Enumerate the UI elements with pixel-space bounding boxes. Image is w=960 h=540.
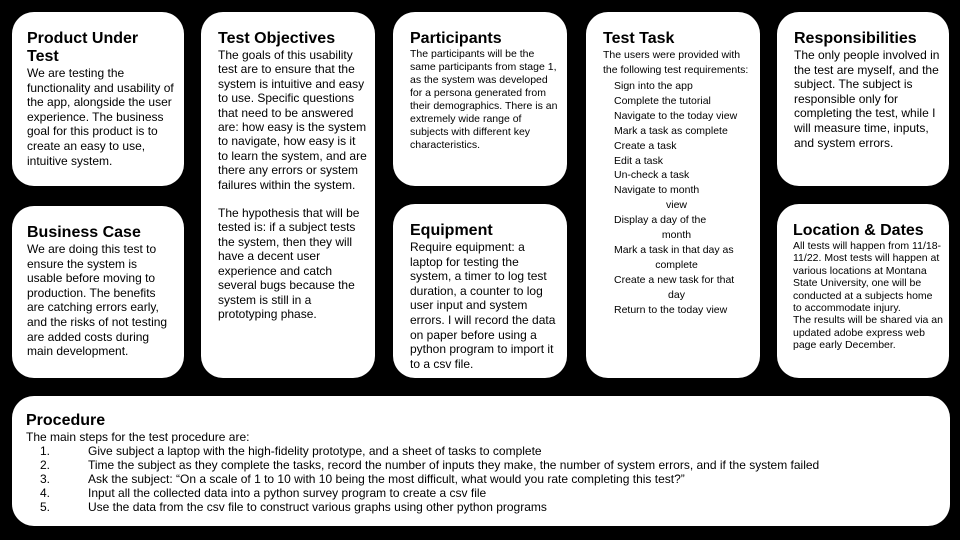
test-task-card xyxy=(586,12,760,378)
card-title: Business Case xyxy=(27,224,141,241)
list-item: 2. Time the subject as they complete the tasks, record the number of inputs they make, the number of system errors, and if the system failed xyxy=(40,458,820,472)
card-title: Test Task xyxy=(603,30,675,47)
list-item: Un-check a task xyxy=(614,169,690,182)
objectives-goals-text: The goals of this usability test are to ensure that the system is intuitive and easy to use. Specific questions that need to be answered are: how easy is the system to navigate, how easy is it to learn the system, and are there any errors or system failures within the system. xyxy=(218,48,367,192)
card-text: We are testing the functionality and usability of the app, alongside the user experience. The business goal for this product is to create an easy to use, intuitive system. xyxy=(27,66,174,168)
list-item: 5. Use the data from the csv file to construct various graphs using other python programs xyxy=(40,500,547,514)
list-item: 4. Input all the collected data into a python survey program to create a csv file xyxy=(40,486,487,500)
list-item: Navigate to month view xyxy=(614,184,700,212)
list-item: Edit a task xyxy=(614,154,664,167)
procedure-steps-list xyxy=(26,444,938,514)
list-item: 1. Give subject a laptop with the high-fidelity prototype, and a sheet of tasks to complete xyxy=(40,444,542,458)
card-title: Participants xyxy=(410,30,502,47)
location-dates-card xyxy=(777,204,949,378)
test-objectives-card xyxy=(201,12,375,378)
business-case-card xyxy=(12,206,184,378)
card-text: We are doing this test to ensure the system is usable before moving to production. The benefits are catching errors early, and the risks of not testing are added costs during main development. xyxy=(27,242,168,359)
list-item: Navigate to the today view xyxy=(614,109,738,122)
card-title: Equipment xyxy=(410,222,493,239)
list-item: Sign into the app xyxy=(614,80,693,92)
procedure-card xyxy=(12,396,950,526)
list-item: Create a new task for that day xyxy=(614,273,735,301)
card-text: The participants will be the same participants from stage 1, as the system was developed for a persona generated from their demographics. There is an extremely wide range of subjects with different key characteristics. xyxy=(410,48,558,151)
card-title: Product Under Test xyxy=(27,30,139,65)
participants-card xyxy=(393,12,567,186)
task-list xyxy=(603,79,754,318)
list-item: Mark a task as complete xyxy=(614,124,728,137)
list-item: Return to the today view xyxy=(614,303,728,316)
list-item: 3. Ask the subject: “On a scale of 1 to 10 with 10 being the most difficult, what would you rate completing this test?” xyxy=(40,472,685,486)
card-title: Test Objectives xyxy=(218,30,336,47)
card-title: Responsibilities xyxy=(794,30,917,47)
task-intro-text: The users were provided with the following test requirements: xyxy=(603,49,749,76)
card-text: Require equipment: a laptop for testing the system, a timer to log test duration, a counter to log user input and system errors. I will record the data on paper before using a python program to import it to a csv file. xyxy=(410,240,556,371)
procedure-intro-text: The main steps for the test procedure are: xyxy=(26,430,250,444)
results-sharing-text: The results will be shared via an updated adobe express web page early December. xyxy=(793,314,943,352)
equipment-card xyxy=(393,204,567,378)
list-item: Mark a task in that day as complete xyxy=(614,243,734,271)
location-text: All tests will happen from 11/18-11/22. Most tests will happen at various locations at Montana State University, one will be conducted at a subjects home to accommodate injury. xyxy=(793,240,942,315)
list-item: Create a task xyxy=(614,139,677,152)
product-under-test-card xyxy=(12,12,184,186)
objectives-hypothesis-text: The hypothesis that will be tested is: if a subject tests the system, then they will have a decent user experience and catch several bugs because the system is still in a prototyping phase. xyxy=(218,206,360,321)
card-text: The only people involved in the test are myself, and the subject. The subject is responsible only for completing the test, while I will measure time, inputs, and system errors. xyxy=(794,48,940,150)
card-title: Location & Dates xyxy=(793,222,924,239)
list-item: Complete the tutorial xyxy=(614,94,711,107)
responsibilities-card xyxy=(777,12,949,186)
card-title: Procedure xyxy=(26,412,106,429)
list-item: Display a day of the month xyxy=(614,214,707,242)
